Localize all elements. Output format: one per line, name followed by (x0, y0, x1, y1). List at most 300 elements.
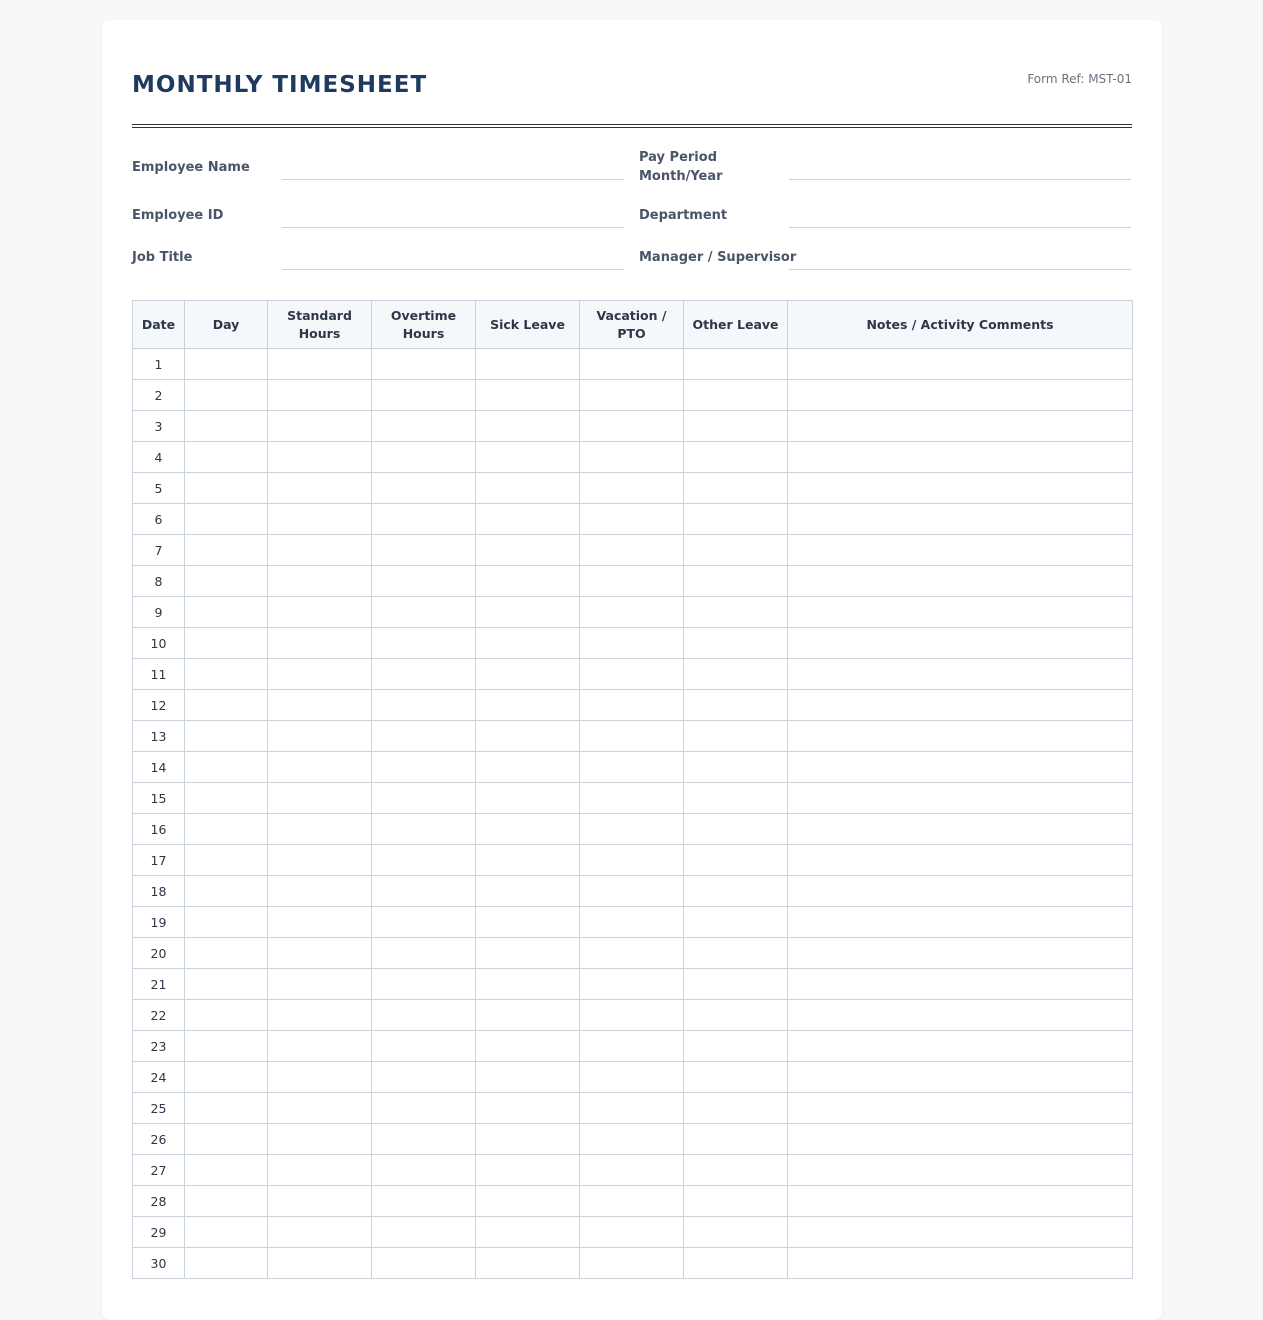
date-cell: 15 (133, 783, 185, 814)
day-cell[interactable] (185, 1186, 268, 1217)
sick-leave-cell[interactable] (476, 814, 580, 845)
manager-input[interactable] (789, 269, 1131, 270)
notes-cell[interactable] (788, 504, 1133, 535)
day-cell[interactable] (185, 876, 268, 907)
date-cell: 11 (133, 659, 185, 690)
overtime-hours-cell[interactable] (372, 504, 476, 535)
sick-leave-cell[interactable] (476, 938, 580, 969)
notes-cell[interactable] (788, 969, 1133, 1000)
employee-id-label: Employee ID (132, 208, 224, 223)
overtime-hours-cell[interactable] (372, 535, 476, 566)
notes-cell[interactable] (788, 721, 1133, 752)
day-cell[interactable] (185, 473, 268, 504)
table-row (133, 938, 1133, 969)
day-cell[interactable] (185, 1031, 268, 1062)
date-cell: 1 (133, 349, 185, 380)
manager-field (639, 246, 1132, 286)
table-row (133, 876, 1133, 907)
other-leave-cell[interactable] (684, 1124, 788, 1155)
employee-id-input[interactable] (282, 227, 624, 228)
overtime-hours-cell[interactable] (372, 845, 476, 876)
notes-cell[interactable] (788, 690, 1133, 721)
vacation-pto-cell[interactable] (580, 504, 684, 535)
standard-hours-cell[interactable] (268, 442, 372, 473)
vacation-pto-cell[interactable] (580, 535, 684, 566)
standard-hours-cell[interactable] (268, 535, 372, 566)
table-row (133, 783, 1133, 814)
other-leave-cell[interactable] (684, 442, 788, 473)
table-row (133, 442, 1133, 473)
vacation-pto-cell[interactable] (580, 1093, 684, 1124)
table-row (133, 907, 1133, 938)
column-header-sick-leave: Sick Leave (476, 301, 580, 349)
day-cell[interactable] (185, 783, 268, 814)
other-leave-cell[interactable] (684, 566, 788, 597)
date-cell: 21 (133, 969, 185, 1000)
sick-leave-cell[interactable] (476, 380, 580, 411)
day-cell[interactable] (185, 442, 268, 473)
day-cell[interactable] (185, 566, 268, 597)
day-cell[interactable] (185, 752, 268, 783)
notes-cell[interactable] (788, 938, 1133, 969)
sick-leave-cell[interactable] (476, 721, 580, 752)
date-cell: 8 (133, 566, 185, 597)
day-cell[interactable] (185, 1124, 268, 1155)
notes-cell[interactable] (788, 1031, 1133, 1062)
standard-hours-cell[interactable] (268, 876, 372, 907)
overtime-hours-cell[interactable] (372, 1031, 476, 1062)
table-row (133, 1186, 1133, 1217)
vacation-pto-cell[interactable] (580, 597, 684, 628)
vacation-pto-cell[interactable] (580, 349, 684, 380)
standard-hours-cell[interactable] (268, 659, 372, 690)
table-row (133, 752, 1133, 783)
day-cell[interactable] (185, 349, 268, 380)
notes-cell[interactable] (788, 1093, 1133, 1124)
vacation-pto-cell[interactable] (580, 938, 684, 969)
table-row (133, 597, 1133, 628)
table-row (133, 814, 1133, 845)
notes-cell[interactable] (788, 752, 1133, 783)
standard-hours-cell[interactable] (268, 1248, 372, 1279)
sick-leave-cell[interactable] (476, 411, 580, 442)
column-header-date: Date (133, 301, 185, 349)
day-cell[interactable] (185, 411, 268, 442)
sick-leave-cell[interactable] (476, 907, 580, 938)
department-input[interactable] (789, 227, 1131, 228)
sick-leave-cell[interactable] (476, 969, 580, 1000)
standard-hours-cell[interactable] (268, 969, 372, 1000)
date-cell: 4 (133, 442, 185, 473)
vacation-pto-cell[interactable] (580, 1217, 684, 1248)
notes-cell[interactable] (788, 876, 1133, 907)
other-leave-cell[interactable] (684, 1093, 788, 1124)
standard-hours-cell[interactable] (268, 349, 372, 380)
standard-hours-cell[interactable] (268, 504, 372, 535)
date-cell: 26 (133, 1124, 185, 1155)
standard-hours-cell[interactable] (268, 690, 372, 721)
overtime-hours-cell[interactable] (372, 473, 476, 504)
overtime-hours-cell[interactable] (372, 1248, 476, 1279)
day-cell[interactable] (185, 535, 268, 566)
standard-hours-cell[interactable] (268, 473, 372, 504)
date-cell: 16 (133, 814, 185, 845)
day-cell[interactable] (185, 721, 268, 752)
date-cell: 30 (133, 1248, 185, 1279)
other-leave-cell[interactable] (684, 473, 788, 504)
timesheet-body (133, 349, 1133, 1279)
date-cell: 22 (133, 1000, 185, 1031)
vacation-pto-cell[interactable] (580, 1031, 684, 1062)
notes-cell[interactable] (788, 1217, 1133, 1248)
other-leave-cell[interactable] (684, 969, 788, 1000)
sick-leave-cell[interactable] (476, 628, 580, 659)
sick-leave-cell[interactable] (476, 442, 580, 473)
vacation-pto-cell[interactable] (580, 969, 684, 1000)
standard-hours-cell[interactable] (268, 721, 372, 752)
notes-cell[interactable] (788, 1248, 1133, 1279)
table-row (133, 566, 1133, 597)
day-cell[interactable] (185, 1093, 268, 1124)
date-cell: 13 (133, 721, 185, 752)
vacation-pto-cell[interactable] (580, 380, 684, 411)
overtime-hours-cell[interactable] (372, 690, 476, 721)
standard-hours-cell[interactable] (268, 597, 372, 628)
date-cell: 29 (133, 1217, 185, 1248)
standard-hours-cell[interactable] (268, 566, 372, 597)
overtime-hours-cell[interactable] (372, 1217, 476, 1248)
table-row (133, 380, 1133, 411)
day-cell[interactable] (185, 628, 268, 659)
vacation-pto-cell[interactable] (580, 783, 684, 814)
sick-leave-cell[interactable] (476, 1062, 580, 1093)
other-leave-cell[interactable] (684, 628, 788, 659)
date-cell: 17 (133, 845, 185, 876)
notes-cell[interactable] (788, 907, 1133, 938)
overtime-hours-cell[interactable] (372, 1155, 476, 1186)
notes-cell[interactable] (788, 442, 1133, 473)
date-cell: 19 (133, 907, 185, 938)
sick-leave-cell[interactable] (476, 752, 580, 783)
table-row (133, 721, 1133, 752)
overtime-hours-cell[interactable] (372, 1000, 476, 1031)
other-leave-cell[interactable] (684, 876, 788, 907)
overtime-hours-cell[interactable] (372, 721, 476, 752)
table-row (133, 1062, 1133, 1093)
overtime-hours-cell[interactable] (372, 1124, 476, 1155)
other-leave-cell[interactable] (684, 1062, 788, 1093)
date-cell: 6 (133, 504, 185, 535)
column-header-standard-hours: Standard Hours (268, 301, 372, 349)
job-title-field (132, 246, 624, 286)
date-cell: 23 (133, 1031, 185, 1062)
other-leave-cell[interactable] (684, 349, 788, 380)
sick-leave-cell[interactable] (476, 1031, 580, 1062)
standard-hours-cell[interactable] (268, 907, 372, 938)
sick-leave-cell[interactable] (476, 1124, 580, 1155)
table-row (133, 969, 1133, 1000)
notes-cell[interactable] (788, 628, 1133, 659)
sick-leave-cell[interactable] (476, 690, 580, 721)
standard-hours-cell[interactable] (268, 411, 372, 442)
other-leave-cell[interactable] (684, 938, 788, 969)
pay-period-label-line2: Month/Year (639, 169, 723, 184)
table-row (133, 659, 1133, 690)
notes-cell[interactable] (788, 349, 1133, 380)
page-title: MONTHLY TIMESHEET (132, 72, 428, 98)
notes-cell[interactable] (788, 845, 1133, 876)
other-leave-cell[interactable] (684, 1217, 788, 1248)
sick-leave-cell[interactable] (476, 349, 580, 380)
other-leave-cell[interactable] (684, 752, 788, 783)
day-cell[interactable] (185, 1248, 268, 1279)
other-leave-cell[interactable] (684, 845, 788, 876)
other-leave-cell[interactable] (684, 690, 788, 721)
other-leave-cell[interactable] (684, 721, 788, 752)
day-cell[interactable] (185, 1217, 268, 1248)
column-header-day: Day (185, 301, 268, 349)
notes-cell[interactable] (788, 1000, 1133, 1031)
day-cell[interactable] (185, 1155, 268, 1186)
notes-cell[interactable] (788, 380, 1133, 411)
standard-hours-cell[interactable] (268, 845, 372, 876)
pay-period-field (639, 147, 1132, 187)
table-row (133, 628, 1133, 659)
vacation-pto-cell[interactable] (580, 1062, 684, 1093)
sick-leave-cell[interactable] (476, 1155, 580, 1186)
other-leave-cell[interactable] (684, 1155, 788, 1186)
employee-name-input[interactable] (282, 179, 624, 180)
column-header-notes: Notes / Activity Comments (788, 301, 1133, 349)
date-cell: 28 (133, 1186, 185, 1217)
vacation-pto-cell[interactable] (580, 473, 684, 504)
overtime-hours-cell[interactable] (372, 411, 476, 442)
vacation-pto-cell[interactable] (580, 566, 684, 597)
overtime-hours-cell[interactable] (372, 628, 476, 659)
other-leave-cell[interactable] (684, 659, 788, 690)
overtime-hours-cell[interactable] (372, 1093, 476, 1124)
day-cell[interactable] (185, 597, 268, 628)
standard-hours-cell[interactable] (268, 1155, 372, 1186)
other-leave-cell[interactable] (684, 535, 788, 566)
date-cell: 20 (133, 938, 185, 969)
overtime-hours-cell[interactable] (372, 907, 476, 938)
sick-leave-cell[interactable] (476, 535, 580, 566)
date-cell: 3 (133, 411, 185, 442)
overtime-hours-cell[interactable] (372, 659, 476, 690)
overtime-hours-cell[interactable] (372, 814, 476, 845)
overtime-hours-cell[interactable] (372, 876, 476, 907)
date-cell: 7 (133, 535, 185, 566)
day-cell[interactable] (185, 380, 268, 411)
other-leave-cell[interactable] (684, 1248, 788, 1279)
date-cell: 5 (133, 473, 185, 504)
day-cell[interactable] (185, 504, 268, 535)
vacation-pto-cell[interactable] (580, 1186, 684, 1217)
vacation-pto-cell[interactable] (580, 721, 684, 752)
vacation-pto-cell[interactable] (580, 907, 684, 938)
sick-leave-cell[interactable] (476, 845, 580, 876)
notes-cell[interactable] (788, 783, 1133, 814)
table-row (133, 1093, 1133, 1124)
timesheet-sheet (102, 20, 1162, 1320)
day-cell[interactable] (185, 1000, 268, 1031)
standard-hours-cell[interactable] (268, 938, 372, 969)
standard-hours-cell[interactable] (268, 1217, 372, 1248)
notes-cell[interactable] (788, 535, 1133, 566)
table-row (133, 411, 1133, 442)
day-cell[interactable] (185, 969, 268, 1000)
other-leave-cell[interactable] (684, 1186, 788, 1217)
job-title-input[interactable] (282, 269, 624, 270)
standard-hours-cell[interactable] (268, 1000, 372, 1031)
day-cell[interactable] (185, 1062, 268, 1093)
table-row (133, 1124, 1133, 1155)
sick-leave-cell[interactable] (476, 1000, 580, 1031)
department-label: Department (639, 208, 728, 223)
overtime-hours-cell[interactable] (372, 783, 476, 814)
standard-hours-cell[interactable] (268, 1093, 372, 1124)
vacation-pto-cell[interactable] (580, 876, 684, 907)
other-leave-cell[interactable] (684, 907, 788, 938)
department-field (639, 204, 1132, 244)
timesheet-table (132, 300, 1133, 1279)
overtime-hours-cell[interactable] (372, 597, 476, 628)
date-cell: 10 (133, 628, 185, 659)
standard-hours-cell[interactable] (268, 1186, 372, 1217)
table-row (133, 535, 1133, 566)
pay-period-input[interactable] (789, 179, 1131, 180)
table-row (133, 349, 1133, 380)
other-leave-cell[interactable] (684, 597, 788, 628)
date-cell: 18 (133, 876, 185, 907)
vacation-pto-cell[interactable] (580, 1000, 684, 1031)
notes-cell[interactable] (788, 814, 1133, 845)
sick-leave-cell[interactable] (476, 1186, 580, 1217)
date-cell: 25 (133, 1093, 185, 1124)
overtime-hours-cell[interactable] (372, 1186, 476, 1217)
vacation-pto-cell[interactable] (580, 814, 684, 845)
form-reference: Form Ref: MST-01 (1027, 72, 1132, 86)
day-cell[interactable] (185, 690, 268, 721)
column-header-overtime-hours: Overtime Hours (372, 301, 476, 349)
vacation-pto-cell[interactable] (580, 1155, 684, 1186)
employee-id-field (132, 204, 624, 244)
column-header-vacation-pto: Vacation / PTO (580, 301, 684, 349)
sick-leave-cell[interactable] (476, 597, 580, 628)
other-leave-cell[interactable] (684, 783, 788, 814)
overtime-hours-cell[interactable] (372, 566, 476, 597)
sick-leave-cell[interactable] (476, 504, 580, 535)
overtime-hours-cell[interactable] (372, 442, 476, 473)
other-leave-cell[interactable] (684, 1000, 788, 1031)
table-header-row (133, 301, 1133, 349)
standard-hours-cell[interactable] (268, 783, 372, 814)
day-cell[interactable] (185, 938, 268, 969)
date-cell: 24 (133, 1062, 185, 1093)
standard-hours-cell[interactable] (268, 628, 372, 659)
overtime-hours-cell[interactable] (372, 938, 476, 969)
date-cell: 2 (133, 380, 185, 411)
table-row (133, 1155, 1133, 1186)
standard-hours-cell[interactable] (268, 380, 372, 411)
column-header-other-leave: Other Leave (684, 301, 788, 349)
table-row (133, 845, 1133, 876)
employee-name-label: Employee Name (132, 160, 250, 175)
notes-cell[interactable] (788, 566, 1133, 597)
other-leave-cell[interactable] (684, 411, 788, 442)
notes-cell[interactable] (788, 659, 1133, 690)
vacation-pto-cell[interactable] (580, 1124, 684, 1155)
date-cell: 14 (133, 752, 185, 783)
vacation-pto-cell[interactable] (580, 659, 684, 690)
overtime-hours-cell[interactable] (372, 1062, 476, 1093)
date-cell: 12 (133, 690, 185, 721)
vacation-pto-cell[interactable] (580, 411, 684, 442)
table-row (133, 504, 1133, 535)
vacation-pto-cell[interactable] (580, 1248, 684, 1279)
standard-hours-cell[interactable] (268, 752, 372, 783)
job-title-label: Job Title (132, 250, 193, 265)
day-cell[interactable] (185, 907, 268, 938)
notes-cell[interactable] (788, 411, 1133, 442)
other-leave-cell[interactable] (684, 380, 788, 411)
date-cell: 9 (133, 597, 185, 628)
table-row (133, 690, 1133, 721)
sick-leave-cell[interactable] (476, 1217, 580, 1248)
vacation-pto-cell[interactable] (580, 690, 684, 721)
vacation-pto-cell[interactable] (580, 442, 684, 473)
vacation-pto-cell[interactable] (580, 628, 684, 659)
sick-leave-cell[interactable] (476, 876, 580, 907)
overtime-hours-cell[interactable] (372, 752, 476, 783)
standard-hours-cell[interactable] (268, 1031, 372, 1062)
sick-leave-cell[interactable] (476, 783, 580, 814)
standard-hours-cell[interactable] (268, 814, 372, 845)
notes-cell[interactable] (788, 597, 1133, 628)
sick-leave-cell[interactable] (476, 566, 580, 597)
notes-cell[interactable] (788, 473, 1133, 504)
other-leave-cell[interactable] (684, 1031, 788, 1062)
sick-leave-cell[interactable] (476, 1248, 580, 1279)
table-row (133, 1248, 1133, 1279)
notes-cell[interactable] (788, 1155, 1133, 1186)
overtime-hours-cell[interactable] (372, 380, 476, 411)
overtime-hours-cell[interactable] (372, 349, 476, 380)
notes-cell[interactable] (788, 1124, 1133, 1155)
other-leave-cell[interactable] (684, 504, 788, 535)
vacation-pto-cell[interactable] (580, 752, 684, 783)
sick-leave-cell[interactable] (476, 659, 580, 690)
standard-hours-cell[interactable] (268, 1124, 372, 1155)
vacation-pto-cell[interactable] (580, 845, 684, 876)
sick-leave-cell[interactable] (476, 1093, 580, 1124)
table-row (133, 1217, 1133, 1248)
day-cell[interactable] (185, 814, 268, 845)
day-cell[interactable] (185, 845, 268, 876)
notes-cell[interactable] (788, 1186, 1133, 1217)
sick-leave-cell[interactable] (476, 473, 580, 504)
notes-cell[interactable] (788, 1062, 1133, 1093)
other-leave-cell[interactable] (684, 814, 788, 845)
overtime-hours-cell[interactable] (372, 969, 476, 1000)
table-row (133, 1000, 1133, 1031)
day-cell[interactable] (185, 659, 268, 690)
date-cell: 27 (133, 1155, 185, 1186)
standard-hours-cell[interactable] (268, 1062, 372, 1093)
pay-period-label-line1: Pay Period (639, 150, 717, 165)
employee-name-field (132, 156, 624, 196)
